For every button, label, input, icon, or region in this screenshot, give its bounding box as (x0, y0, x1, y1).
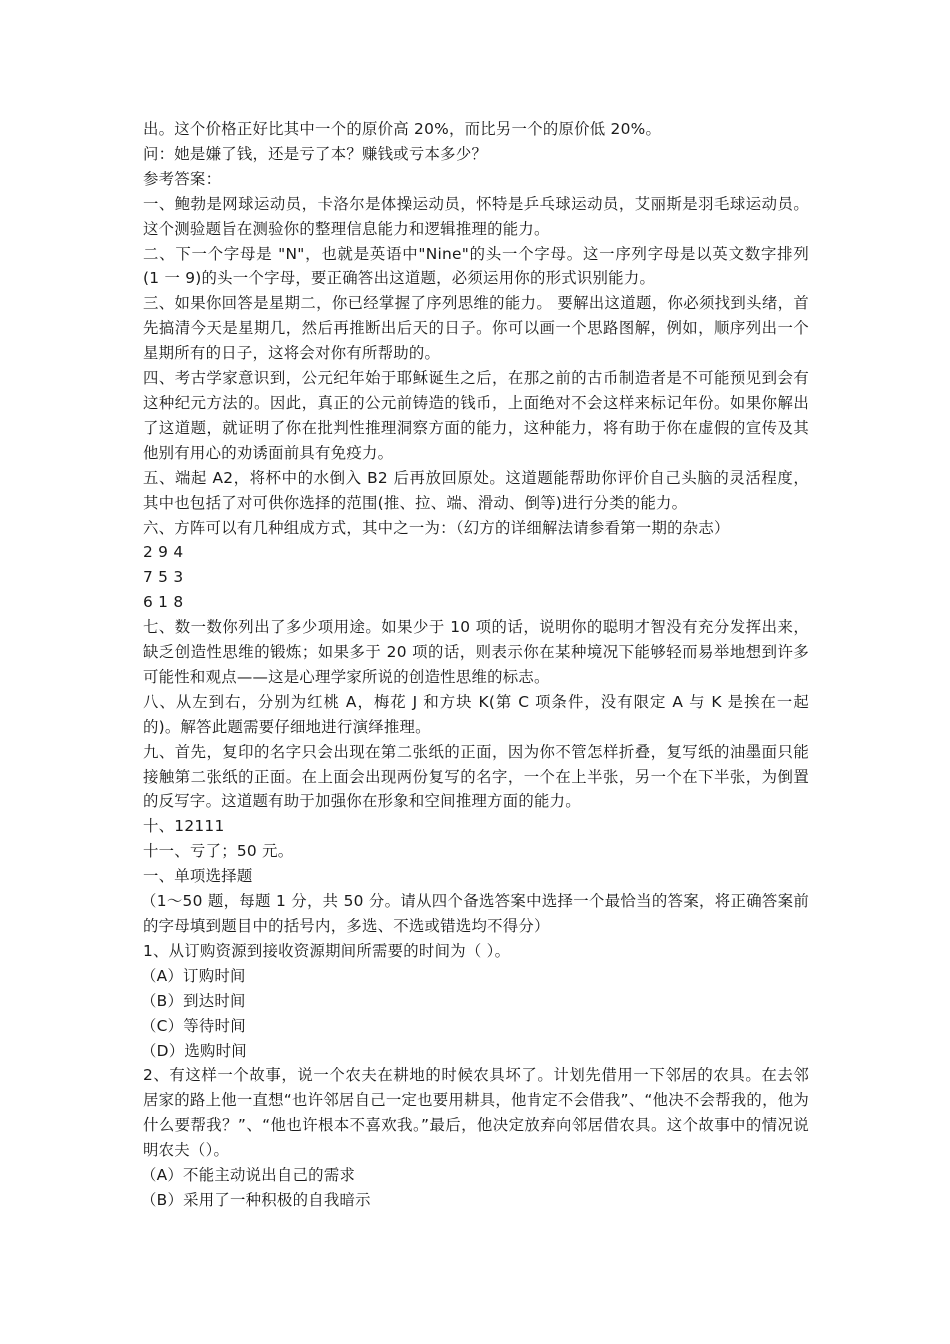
answers-heading: 参考答案： (143, 169, 222, 188)
question-2-option-b: （B）采用了一种积极的自我暗示 (141, 1190, 371, 1209)
answer-11: 十一、亏了；50 元。 (143, 842, 294, 861)
answer-7: 七、数一数你列出了多少项用途。如果少于 10 项的话，说明你的聪明才智没有充分发挥出来，缺乏创造性思维的锻炼；如果多于 20 项的话，则表示你在某种境况下能够轻而易举地想到许多可能性和观点——这是心理学家所说的创造性思维的标志。 (143, 618, 809, 686)
answer-8: 八、从左到右，分别为红桃 A，梅花 J 和方块 K(第 C 项条件，没有限定 A 与 K 是挨在一起的)。解答此题需要仔细地进行演绎推理。 (143, 692, 809, 736)
question-1: 1、从订购资源到接收资源期间所需要的时间为（ ）。 (143, 941, 511, 960)
answer-4: 四、考古学家意识到，公元纪年始于耶稣诞生之后，在那之前的古币制造者是不可能预见到会有这种纪元方法的。因此，真正的公元前铸造的钱币，上面绝对不会这样来标记年份。如果你解出了这道题，就证明了你在批判性推理洞察方面的能力，这种能力，将有助于你在虚假的宣传及其他别有用心的劝诱面前具有免疫力。 (143, 369, 809, 462)
answer-5: 五、端起 A2，将杯中的水倒入 B2 后再放回原处。这道题能帮助你评价自己头脑的灵活程度，其中也包括了对可供你选择的范围(推、拉、端、滑动、倒等)进行分类的能力。 (143, 468, 809, 512)
answer-6: 六、方阵可以有几种组成方式，其中之一为：（幻方的详细解法请参看第一期的杂志） (143, 518, 730, 537)
magic-square-row-1: 2 9 4 (143, 543, 184, 562)
question-1-option-c: （C）等待时间 (141, 1016, 246, 1035)
magic-square-row-2: 7 5 3 (143, 568, 184, 587)
answer-2: 二、下一个字母是 "N"，也就是英语中"Nine"的头一个字母。这一序列字母是以英文数字排列 (1 一 9)的头一个字母，要正确答出这道题，必须运用你的形式识别能力。 (143, 244, 809, 288)
answer-9: 九、首先，复印的名字只会出现在第二张纸的正面，因为你不管怎样折叠，复写纸的油墨面只能接触第二张纸的正面。在上面会出现两份复写的名字，一个在上半张，另一个在下半张，为倒置的反写字。这道题有助于加强你在形象和空间推理方面的能力。 (143, 742, 809, 811)
section-instructions: （1～50 题，每题 1 分，共 50 分。请从四个备选答案中选择一个最恰当的答案，将正确答案前的字母填到题目中的括号内，多选、不选或错选均不得分） (141, 892, 809, 935)
magic-square-row-3: 6 1 8 (143, 593, 184, 612)
question-2: 2、有这样一个故事，说一个农夫在耕地的时候农具坏了。计划先借用一下邻居的农具。在去邻居家的路上他一直想“也许邻居自己一定也要用耕具，他肯定不会借我”、“他决不会帮我的，他为什么要帮我？”、“他也许根本不喜欢我。”最后，他决定放弃向邻居借农具。这个故事中的情况说明农夫（）。 (143, 1066, 809, 1160)
document-body (143, 117, 809, 1213)
paragraph-price-question-end: 出。这个价格正好比其中一个的原价高 20%，而比另一个的原价低 20%。 (143, 120, 662, 138)
question-2-option-a: （A）不能主动说出自己的需求 (141, 1166, 356, 1185)
section-heading-single-choice: 一、单项选择题 (143, 867, 253, 886)
question-1-option-a: （A）订购时间 (141, 966, 246, 985)
answer-1: 一、鲍勃是网球运动员，卡洛尔是体操运动员，怀特是乒乓球运动员，艾丽斯是羽毛球运动员。这个测验题旨在测验你的整理信息能力和逻辑推理的能力。 (143, 194, 809, 238)
question-1-option-b: （B）到达时间 (141, 991, 246, 1010)
answer-3: 三、如果你回答是星期二，你已经掌握了序列思维的能力。 要解出这道题，你必须找到头绪，首先搞清今天是星期几，然后再推断出后天的日子。你可以画一个思路图解，例如，顺序列出一个星期所有的日子，这将会对你有所帮助的。 (143, 294, 809, 363)
paragraph-question: 问：她是嫌了钱，还是亏了本？赚钱或亏本多少？ (143, 144, 488, 163)
answer-10: 十、12111 (143, 817, 225, 836)
question-1-option-d: （D）选购时间 (141, 1041, 247, 1060)
